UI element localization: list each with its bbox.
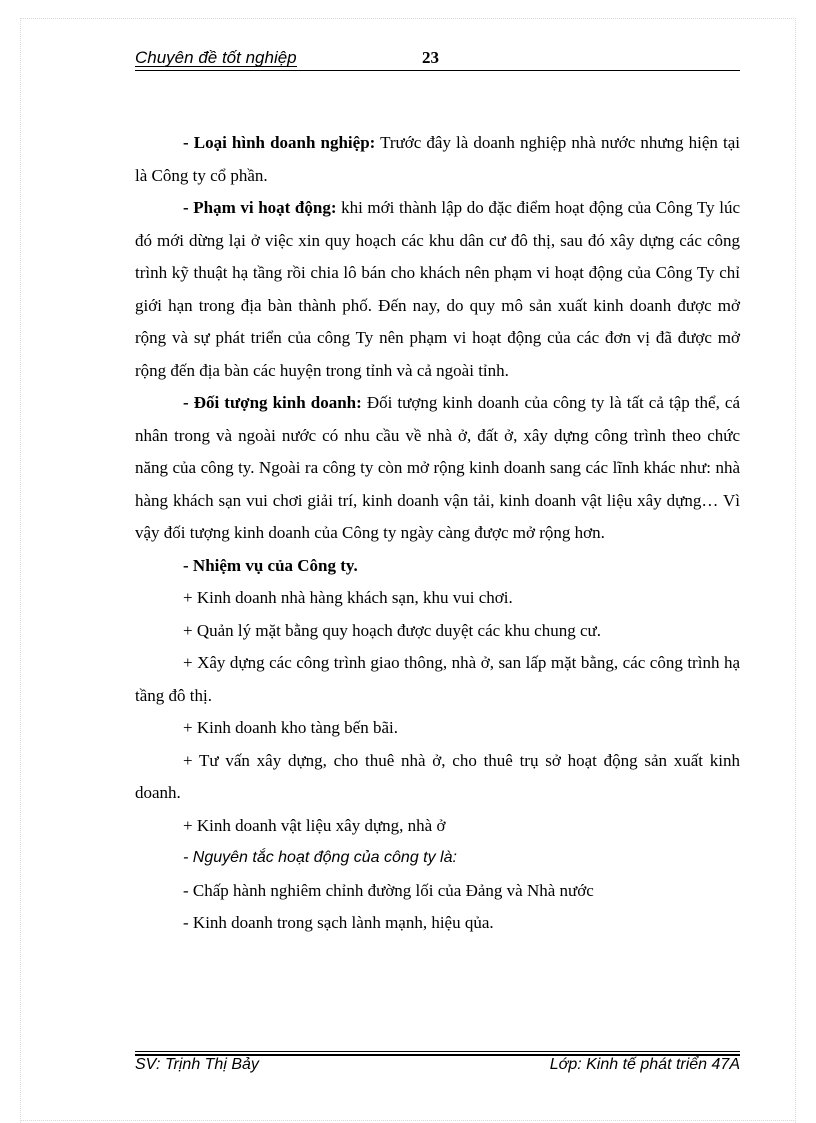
duties-heading — [135, 550, 740, 583]
page-bottom-edge — [20, 1120, 796, 1121]
scope-text: khi mới thành lập do đặc điểm hoạt động của Công Ty lúc đó mới dừng lại ở việc xin quy hoạch các khu dân cư đô thị, sau đó xây dựng các công trình kỹ thuật hạ tầng rồi chia lô bán cho khách nên phạm vi hoạt động của Công Ty chỉ giới hạn trong địa bàn thành phố. Đến nay, do quy mô sản xuất kinh doanh được mở rộng và sự phát triển của công Ty nên phạm vi hoạt động của các đơn vị đã được mở rộng đến địa bàn các huyện trong tỉnh và cả ngoài tỉnh. — [135, 198, 740, 380]
document-body — [135, 127, 740, 940]
duty-item: + Kinh doanh kho tàng bến bãi. — [183, 718, 398, 737]
duty-item: + Tư vấn xây dựng, cho thuê nhà ở, cho thuê trụ sở hoạt động sản xuất kinh doanh. — [135, 750, 740, 802]
paragraph-scope — [135, 192, 740, 387]
customers-label: - Đối tượng kinh doanh: — [183, 393, 362, 412]
principle-item: - Kinh doanh trong sạch lành mạnh, hiệu qủa. — [183, 913, 494, 932]
duty-item: + Kinh doanh nhà hàng khách sạn, khu vui chơi. — [183, 588, 513, 607]
duty-item: + Quản lý mặt bằng quy hoạch được duyệt các khu chung cư. — [183, 620, 601, 640]
principle-item: - Chấp hành nghiêm chỉnh đường lối của Đảng và Nhà nước — [183, 880, 594, 900]
principles-heading: - Nguyên tắc hoạt động của công ty là: — [183, 849, 457, 866]
duty-item: + Kinh doanh vật liệu xây dựng, nhà ở — [183, 815, 446, 835]
footer-rule — [135, 1051, 740, 1052]
class-name: Lớp: Kinh tế phát triển 47A — [549, 1056, 740, 1073]
paragraph-customers — [135, 387, 740, 550]
customers-text: Đối tượng kinh doanh của công ty là tất cả tập thể, cá nhân trong và ngoài nước có nhu cầu về nhà ở, đất ở, xây dựng công trình theo chức năng của công ty. Ngoài ra công ty còn mở rộng kinh doanh sang các lĩnh khác như: nhà hàng khách sạn vui chơi giải trí, kinh doanh vận tải, kinh doanh vật liệu xây dựng… Vì vậy đối tượng kinh doanh của Công ty ngày càng được mở rộng hơn. — [135, 393, 740, 542]
student-name: SV: Trịnh Thị Bảy — [135, 1056, 259, 1073]
duties-label: - Nhiệm vụ của Công ty. — [183, 555, 358, 575]
business-type-label: - Loại hình doanh nghiệp: — [183, 133, 376, 152]
page-header — [135, 48, 740, 68]
paragraph-business-type — [135, 127, 740, 192]
page-footer — [135, 1056, 740, 1076]
duty-item: + Xây dựng các công trình giao thông, nhà ở, san lấp mặt bằng, các công trình hạ tầng đô thị. — [135, 653, 740, 705]
document-title: Chuyên đề tốt nghiệp — [135, 48, 297, 67]
scope-label: - Phạm vi hoạt động: — [183, 198, 337, 217]
header-rule — [135, 70, 740, 71]
page-number: 23 — [422, 48, 439, 67]
business-type-text: Trước đây là doanh nghiệp nhà nước nhưng hiện tại là Công ty cổ phần. — [135, 133, 740, 185]
